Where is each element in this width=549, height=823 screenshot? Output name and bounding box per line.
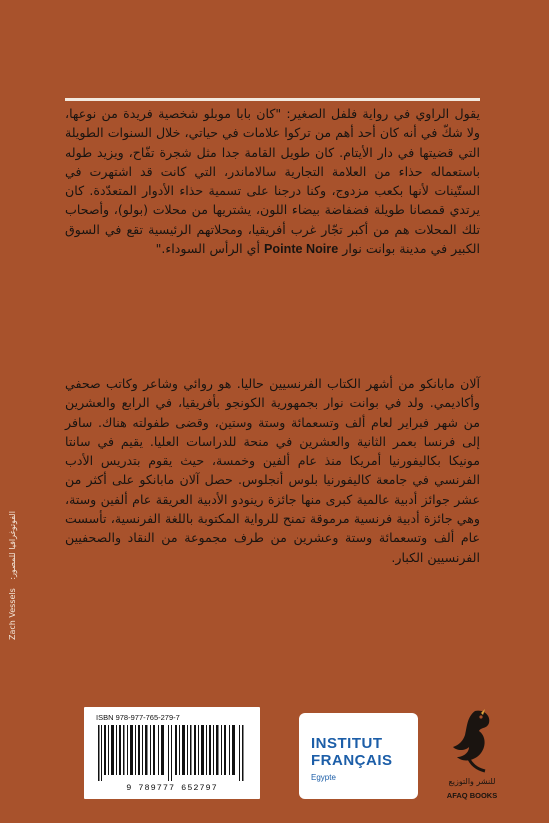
barcode-digits: 9 789777 652797 — [126, 783, 218, 793]
afaq-bird-icon — [437, 705, 507, 775]
institut-line1: INSTITUT — [311, 735, 383, 752]
afaq-logo — [437, 705, 507, 805]
photo-credit — [8, 460, 17, 640]
photo-credit-en: Zach Vessels — [8, 588, 17, 640]
institut-francais-logo — [299, 713, 418, 799]
isbn-barcode — [84, 707, 260, 799]
afaq-english-name: AFAQ BOOKS — [446, 791, 498, 800]
blurb-quote: يقول الراوي في رواية فلفل الصغير: "كان بابا موبلو شخصية فريدة من نوعها، ولا شكّ في أنه كان أحد أهم من تركوا علامات في حياتي، خلال السنوات الطويلة التي قضيتها في دار الأيتام. كان طويل القامة جدا مثل شجرة تفّاح، ويزيد طوله باستعماله حذاء من العلامة التجارية سالاماندر، التي كانت قد اشتهرت في الستّينات لأنها بكعب مزدوج، وكنا درجنا على تسمية حذاء الأدوار المتعدّدة. كان يرتدي قمصانا طويلة فضفاضة بيضاء اللون، يشتريها من محلات (بولو)، وأصحاب تلك المحلات هم من أكبر تجّار غرب أفريقيا، ومحلاتهم الرئيسية تقع في السوق الكبير في مدينة بوانت نوار Pointe Noire أي الرأس السوداء." — [65, 106, 480, 257]
isbn-label: ISBN 978-977-765-279-7 — [96, 713, 180, 722]
institut-sub: Egypte — [311, 773, 336, 782]
blurb-author-bio: آلان مابانكو من أشهر الكتاب الفرنسيين حاليا. هو روائي وشاعر وكاتب صحفي وأكاديمي. ولد في بوانت نوار بجمهورية الكونجو بأفريقيا، في الرابع والعشرين من شهر فبراير لعام ألف وتسعمائة وستة وستين، وقضى طفولته هناك. سافر إلى فرنسا بعمر الثانية والعشرين في منحة للدراسات العليا. يقيم في سانتا مونيكا بكاليفورنيا أمريكا منذ عام ألفين وخمسة، حيث يقوم بتدريس الأدب الفرنسي في جامعة كاليفورنيا بلوس أنجلوس. حصل آلان مابانكو على أكثر من عشر جوائز أدبية عالمية كبرى منها جائزة رينودو الأدبية العريقة عام ألفين وستة، وهي جائزة أدبية فرنسية مرموقة تمنح للرواية المكتوبة باللغة الفرنسية، تأسست عام ألف وتسعمائة وستة وعشرين من طرف مجموعة من النقاد والصحفيين الفرنسيين الكبار. — [65, 376, 480, 565]
photo-credit-ar: الفوتوغرافيا للمصور: — [8, 511, 17, 580]
top-divider — [65, 98, 480, 101]
afaq-arabic-name: للنشر والتوزيع — [448, 777, 496, 786]
institut-line2: FRANÇAIS — [311, 752, 393, 769]
barcode-bars — [98, 725, 248, 781]
